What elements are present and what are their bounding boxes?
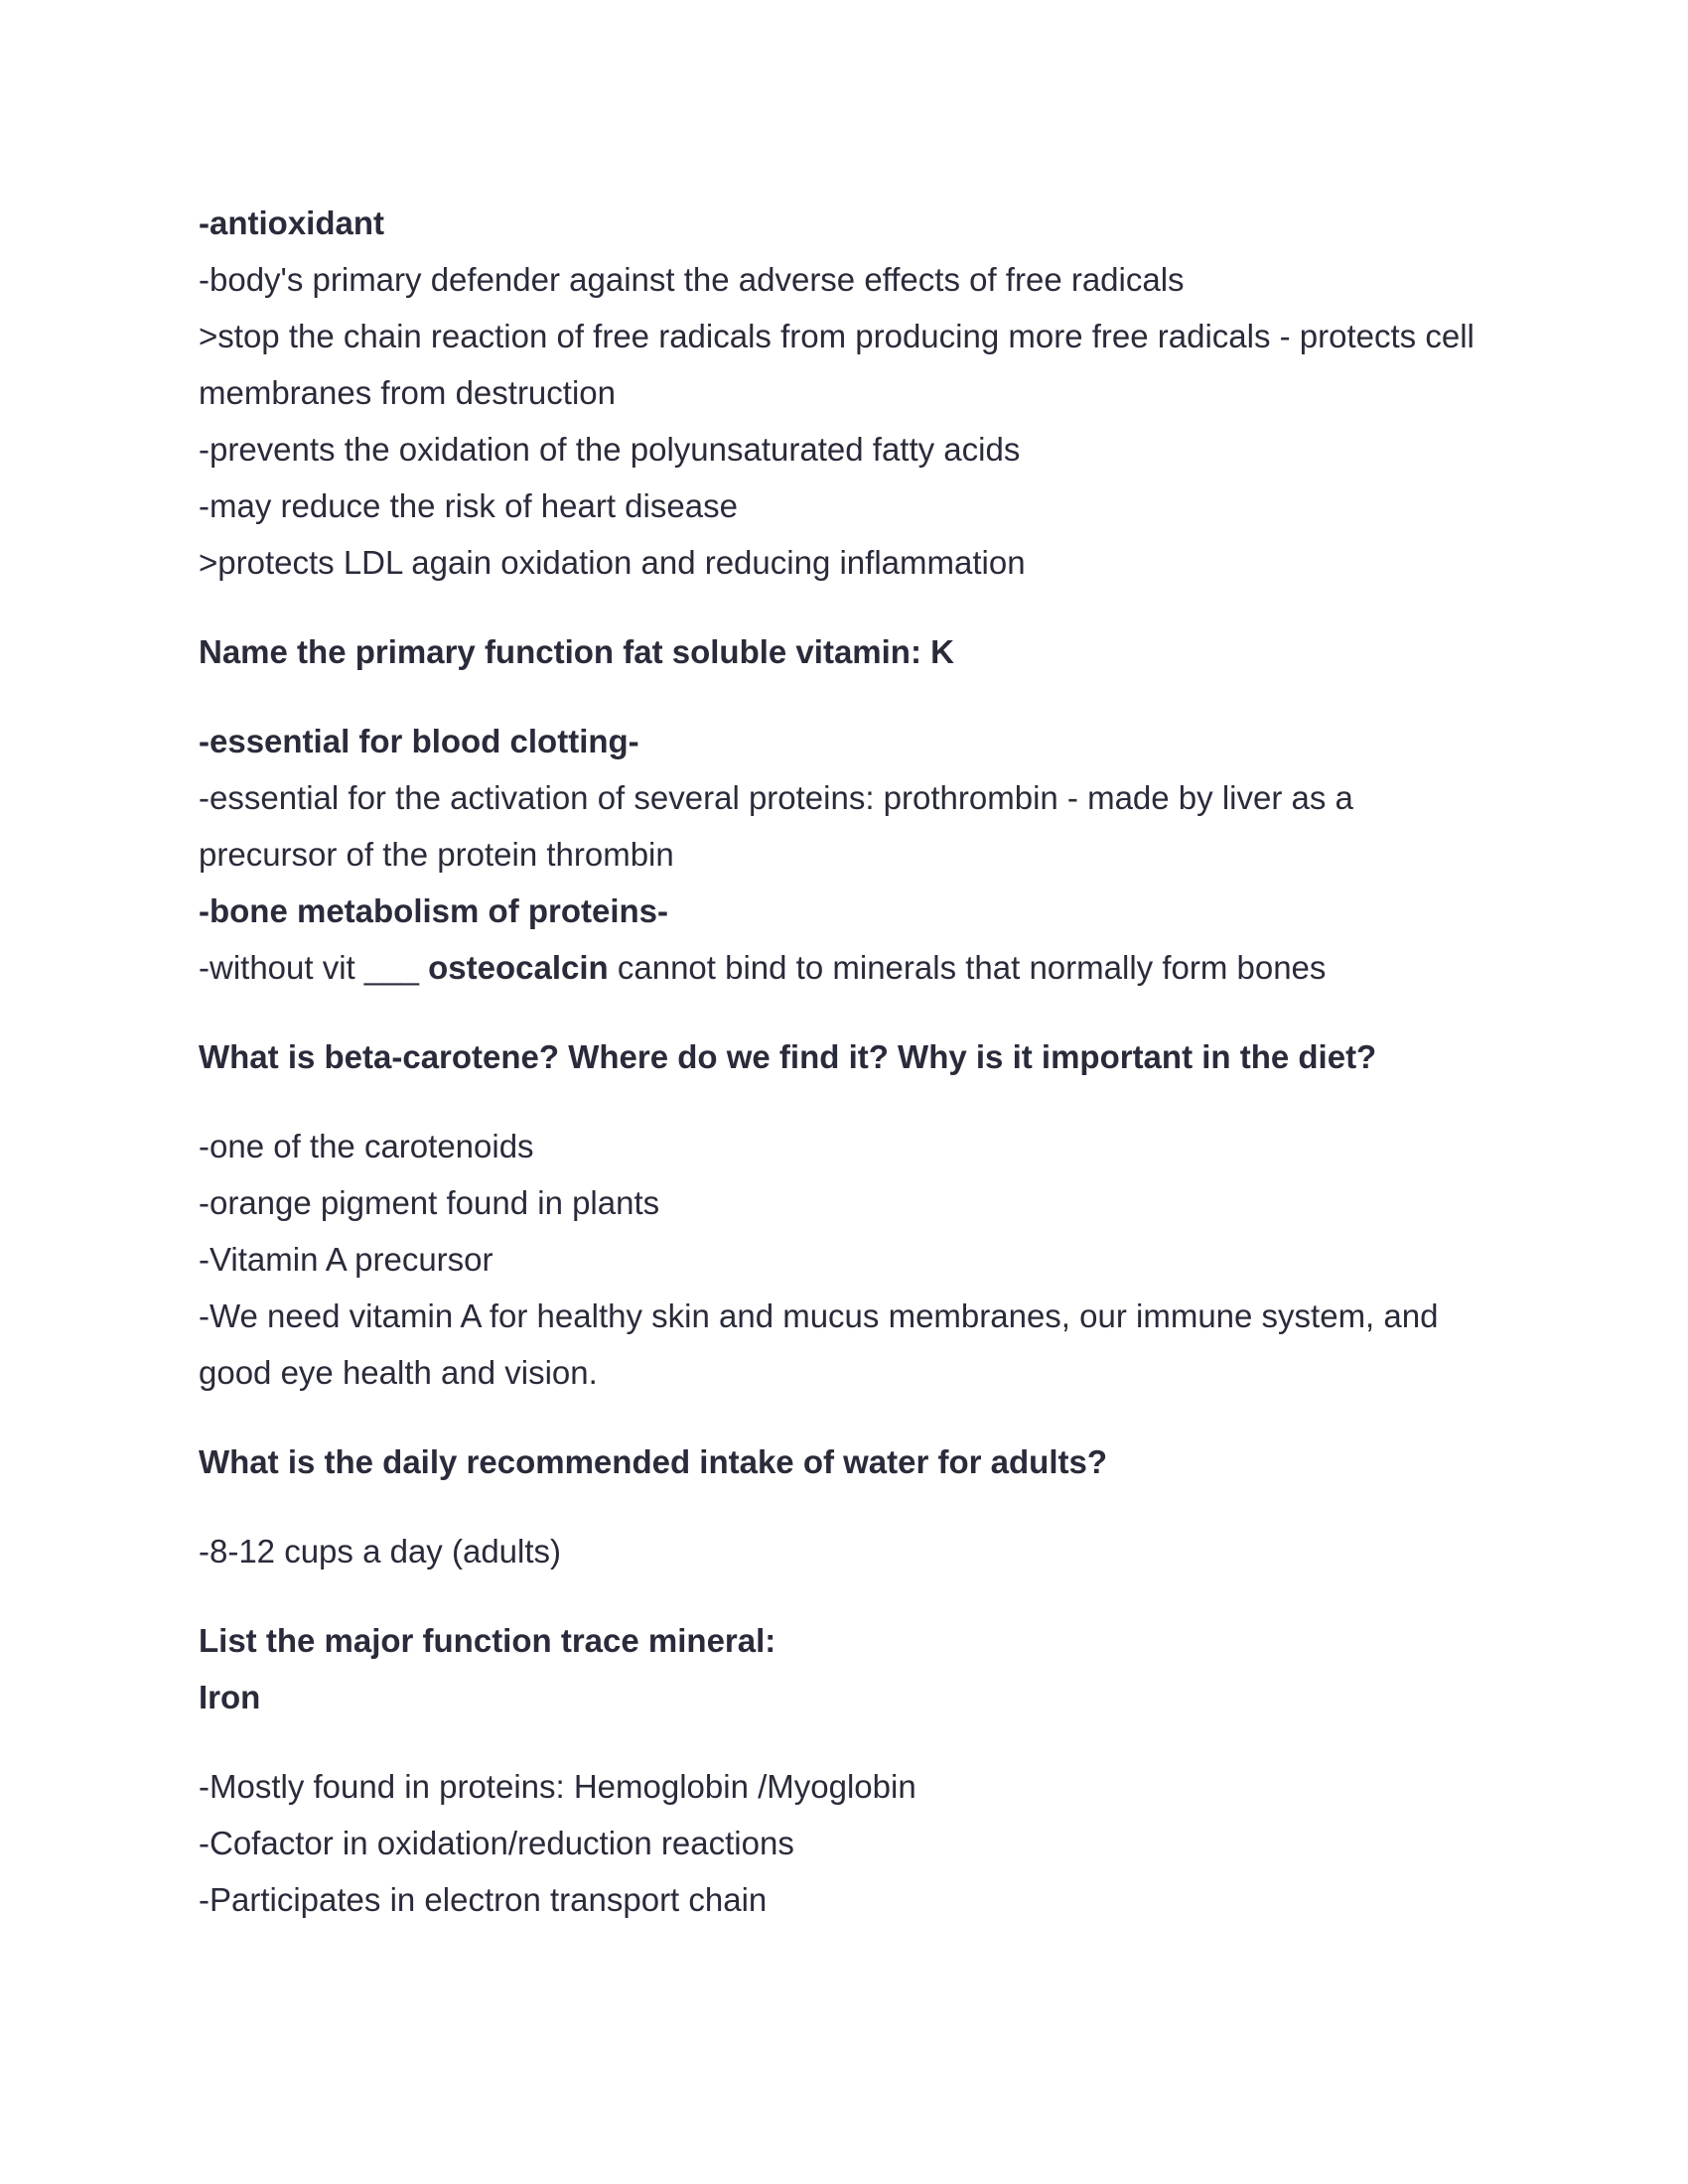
iron-heading: Iron	[199, 1679, 261, 1715]
blood-clotting-subheading: -essential for blood clotting-	[199, 723, 639, 759]
water-answer: -8-12 cups a day (adults)	[199, 1533, 562, 1570]
body-line: -Cofactor in oxidation/reduction reactions	[199, 1825, 794, 1861]
body-line: -Vitamin A precursor	[199, 1241, 493, 1278]
body-line: -We need vitamin A for healthy skin and mucus membranes, our immune system, and	[199, 1297, 1439, 1334]
osteocalcin-line	[199, 939, 1509, 996]
osteocalcin-line-end: cannot bind to minerals that normally form bones	[608, 949, 1327, 986]
bone-metabolism-subheading: -bone metabolism of proteins-	[199, 892, 669, 929]
body-line: -Participates in electron transport chain	[199, 1881, 768, 1918]
osteocalcin-line-start: -without vit ___	[199, 949, 429, 986]
beta-carotene-question: What is beta-carotene? Where do we find it? Why is it important in the diet?	[199, 1038, 1377, 1075]
body-line: -prevents the oxidation of the polyunsaturated fatty acids	[199, 431, 1021, 468]
vitamin-k-question: Name the primary function fat soluble vitamin: K	[199, 633, 954, 670]
body-line: -orange pigment found in plants	[199, 1184, 660, 1221]
antioxidant-heading: -antioxidant	[199, 205, 384, 241]
body-line: >protects LDL again oxidation and reducing inflammation	[199, 544, 1026, 581]
document-content	[199, 195, 1509, 1928]
water-question: What is the daily recommended intake of water for adults?	[199, 1443, 1108, 1480]
body-line: good eye health and vision.	[199, 1354, 598, 1391]
body-line: -essential for the activation of several proteins: prothrombin - made by liver as a	[199, 779, 1353, 816]
osteocalcin-term: osteocalcin	[428, 949, 609, 986]
body-line: precursor of the protein thrombin	[199, 836, 674, 873]
body-line: >stop the chain reaction of free radicals from producing more free radicals - protects cell	[199, 318, 1475, 354]
body-line: membranes from destruction	[199, 374, 616, 411]
body-line: -may reduce the risk of heart disease	[199, 487, 738, 524]
body-line: -Mostly found in proteins: Hemoglobin /Myoglobin	[199, 1768, 916, 1805]
body-line: -one of the carotenoids	[199, 1128, 534, 1164]
trace-mineral-question: List the major function trace mineral:	[199, 1622, 776, 1659]
body-line: -body's primary defender against the adverse effects of free radicals	[199, 261, 1185, 298]
